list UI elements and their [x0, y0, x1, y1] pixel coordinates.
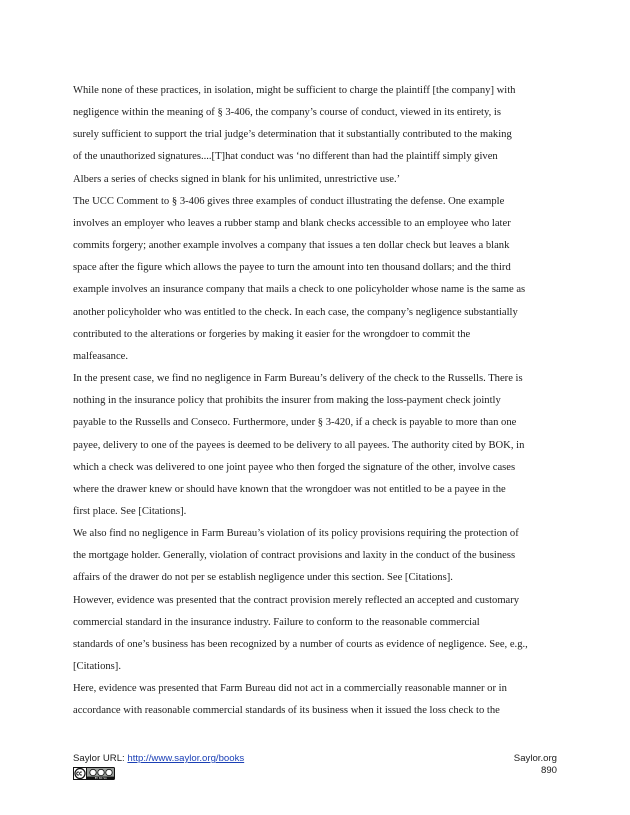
footer-source	[73, 753, 244, 765]
paragraph-3: In the present case, we find no negligence in Farm Bureau’s delivery of the check to the Russells. There is nothing in the insurance policy that prohibits the insurer from making the loss-payment check jointly payable to the Russells and Conseco. Furthermore, under § 3-420, if a check is payable to more than one payee, delivery to one of the payees is deemed to be delivery to all payees. The authority cited by BOK, in which a check was delivered to one joint payee who then forged the signature of the other, involve cases where the drawer knew or should have known that the wrongdoer was not entitled to be a payee in the first place. See [Citations].	[73, 373, 525, 517]
page-number: 890	[540, 765, 557, 776]
footer-url-label: Saylor URL:	[73, 753, 128, 764]
body-text	[73, 80, 559, 723]
license-badge-text: BY NC SA	[94, 777, 107, 780]
paragraph-6: Here, evidence was presented that Farm Bureau did not act in a commercially reasonable manner or in accordance with reasonable commercial standards of its business when it issued the loss check to the	[73, 683, 507, 717]
footer-site-name: Saylor.org	[513, 753, 557, 764]
paragraph-2: The UCC Comment to § 3-406 gives three examples of conduct illustrating the defense. One example involves an employer who leaves a rubber stamp and blank checks accessible to an employee who later commits forgery; another example involves a company that issues a ten dollar check but leaves a blank space after the figure which allows the payee to turn the amount into ten thousand dollars; and the third example involves an insurance company that mails a check to one policyholder whose name is the same as another policyholder who was entitled to the check. In each case, the company’s negligence substantially contributed to the alterations or forgeries by making it easier for the wrongdoer to commit the malfeasance.	[73, 195, 526, 362]
paragraph-5: However, evidence was presented that the contract provision merely reflected an accepted and customary commercial standard in the insurance industry. Failure to conform to the reasonable commercial standards of one’s business has been recognized by a number of courts as evidence of negligence. See, e.g., [Citations].	[73, 594, 528, 673]
paragraph-4: We also find no negligence in Farm Bureau’s violation of its policy provisions requiring the protection of the mortgage holder. Generally, violation of contract provisions and laxity in the conduct of the business affairs of the drawer do not per se establish negligence under this section. See [Citations].	[73, 528, 519, 584]
paragraph-1: While none of these practices, in isolation, might be sufficient to charge the plaintiff [the company] with negligence within the meaning of § 3-406, the company’s course of conduct, viewed in its entirety, is surely sufficient to support the trial judge’s determination that it substantially contributed to the making of the unauthorized signatures....[T]hat conduct was ‘no different than had the plaintiff simply given Albers a series of checks signed in blank for his unlimited, unrestrictive use.’	[73, 85, 516, 185]
footer-url-link[interactable]: http://www.saylor.org/books	[127, 753, 245, 764]
creative-commons-license-icon[interactable]	[73, 767, 115, 780]
footer-right	[514, 753, 557, 777]
